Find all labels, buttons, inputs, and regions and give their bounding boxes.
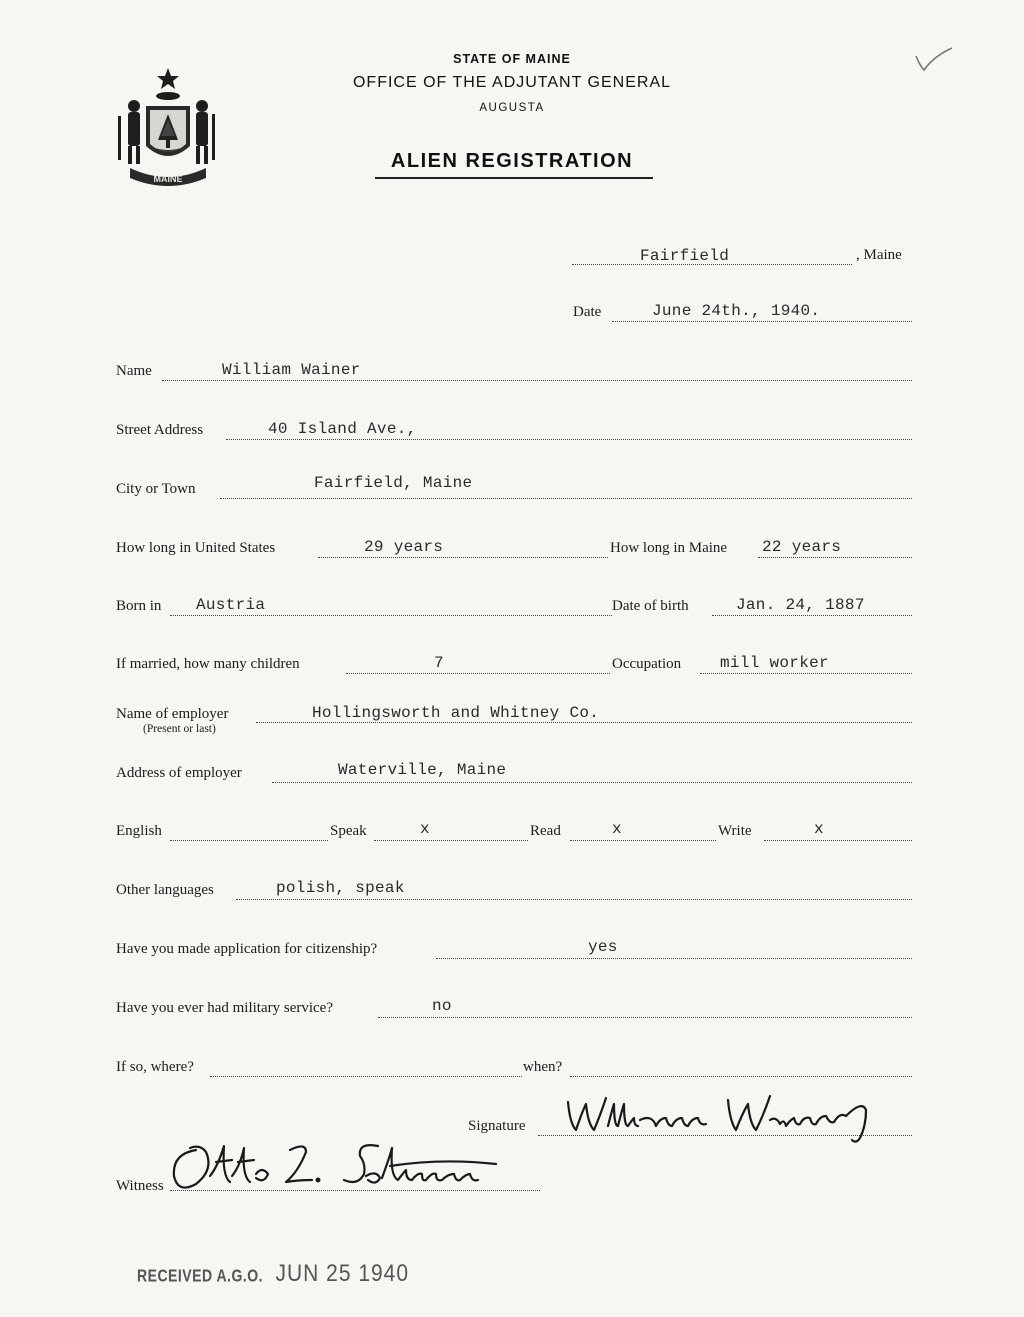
header-state: STATE OF MAINE [453,52,571,66]
children-value: 7 [434,654,444,672]
write-line [764,840,912,841]
dob-line [712,615,912,616]
when-line [570,1076,912,1077]
military-line [378,1017,912,1018]
speak-value: x [420,820,430,838]
read-line [570,840,716,841]
maine-years-label: How long in Maine [610,540,728,556]
street-line [226,439,912,440]
title-underline [375,177,653,179]
when-label: when? [523,1059,563,1075]
children-line [346,673,610,674]
citizenship-label: Have you made application for citizenship? [116,941,378,957]
date-value: June 24th., 1940. [652,302,821,320]
received-stamp-date: JUN 25 1940 [275,1260,410,1287]
where-label: If so, where? [116,1059,194,1075]
employer-address-line [272,782,912,783]
occupation-label: Occupation [612,656,682,672]
city-label: City or Town [116,481,196,497]
us-years-label: How long in United States [116,540,276,556]
us-years-value: 29 years [364,538,444,556]
date-label: Date [573,304,602,320]
citizenship-line [436,958,912,959]
name-value: William Wainer [222,361,361,379]
dob-label: Date of birth [612,598,689,614]
read-value: x [612,820,622,838]
applicant-signature [562,1090,882,1146]
witness-label: Witness [116,1178,164,1194]
date-line [612,321,912,322]
employer-value: Hollingsworth and Whitney Co. [312,704,600,722]
received-stamp-label: RECEIVED A.G.O. [137,1265,264,1285]
english-label: English [116,823,162,839]
occupation-line [700,673,912,674]
other-languages-value: polish, speak [276,879,405,897]
military-value: no [432,997,452,1015]
signature-label: Signature [468,1118,526,1134]
maine-years-line [758,557,912,558]
other-languages-label: Other languages [116,882,214,898]
where-line [210,1076,522,1077]
born-line [170,615,612,616]
employer-address-value: Waterville, Maine [338,761,507,779]
maine-years-value: 22 years [762,538,842,556]
citizenship-value: yes [588,938,618,956]
header-city: AUGUSTA [479,102,545,114]
name-label: Name [116,363,152,379]
name-line [162,380,912,381]
other-languages-line [236,899,912,900]
street-value: 40 Island Ave., [268,420,417,438]
town-value: Fairfield [640,247,730,265]
english-line [170,840,328,841]
employer-label: Name of employer [116,706,229,722]
city-line [220,498,912,499]
form-title: ALIEN REGISTRATION [390,150,634,172]
us-years-line [318,557,608,558]
checkmark-icon [912,44,956,74]
received-stamp [137,1262,409,1286]
town-suffix: , Maine [856,247,902,263]
read-label: Read [530,823,561,839]
employer-line [256,722,912,723]
employer-address-label: Address of employer [116,765,242,781]
employer-sublabel: (Present or last) [143,723,216,735]
write-label: Write [718,823,752,839]
street-label: Street Address [116,422,204,438]
born-value: Austria [196,596,266,614]
dob-value: Jan. 24, 1887 [736,596,865,614]
svg-text:MAINE: MAINE [153,174,183,184]
header-office: OFFICE OF THE ADJUTANT GENERAL [352,74,672,91]
witness-signature [166,1136,516,1200]
speak-line [374,840,528,841]
speak-label: Speak [330,823,367,839]
city-value: Fairfield, Maine [314,474,473,492]
write-value: x [814,820,824,838]
military-label: Have you ever had military service? [116,1000,333,1016]
children-label: If married, how many children [116,656,300,672]
occupation-value: mill worker [720,654,829,672]
born-label: Born in [116,598,162,614]
